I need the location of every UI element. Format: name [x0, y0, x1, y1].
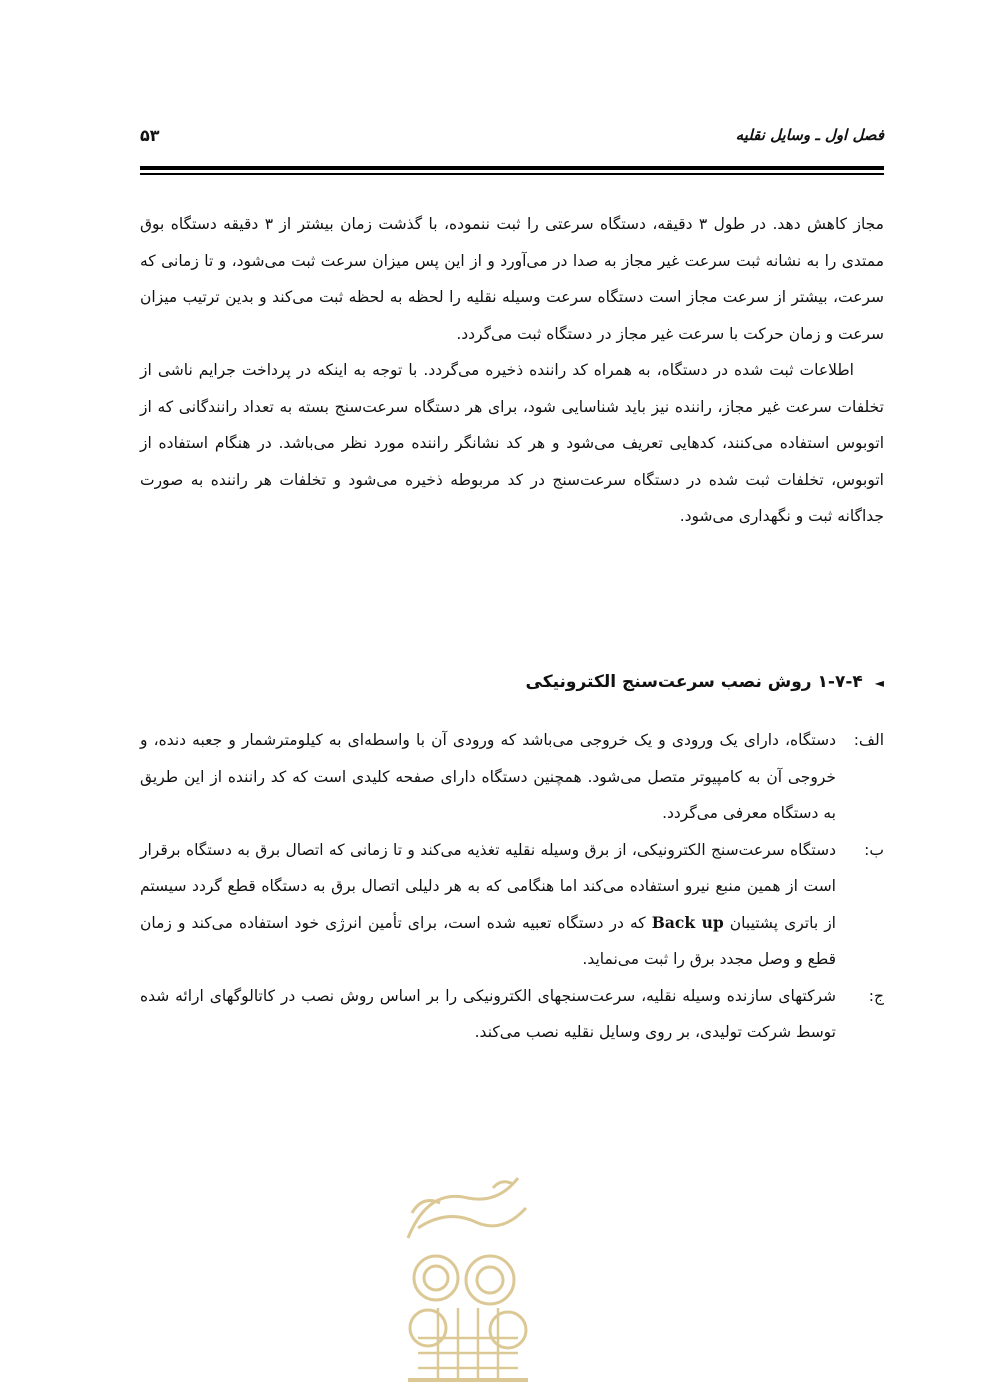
section-heading [526, 672, 885, 692]
paragraph: مجاز کاهش دهد. در طول ۳ دقیقه، دستگاه سرعتی را ثبت ننموده، با گذشت زمان بیشتر از ۳ دقیقه دستگاه بوق ممتدی را به نشانه ثبت سرعت غیر مجاز به صدا در می‌آورد و از این پس میزان سرعت ثبت می‌شود، و تا زمانی که سرعت، بیشتر از سرعت مجاز است دستگاه سرعت وسیله نقلیه را لحظه به لحظه ثبت می‌کند و بدین ترتیب میزان سرعت و زمان حرکت با سرعت غیر مجاز در دستگاه ثبت می‌گردد. [140, 215, 884, 343]
publisher-logo-watermark [398, 1168, 538, 1382]
list-item-text: دستگاه، دارای یک ورودی و یک خروجی می‌باشد که ورودی آن با واسطه‌ای به کیلومترشمار و جعبه دنده، و خروجی آن به کامپیوتر متصل می‌شود. همچنین دستگاه دارای صفحه کلیدی است که کد راننده از این طریق به دستگاه معرفی می‌گردد. [140, 731, 836, 822]
list-label: ج: [868, 986, 884, 1005]
list-label: ب: [864, 840, 884, 859]
section-title: ۱-۷-۴ روش نصب سرعت‌سنج الکترونیکی [525, 672, 863, 692]
header-rule-thin [140, 173, 884, 175]
list-item-text: شرکتهای سازنده وسیله نقلیه، سرعت‌سنجهای الکترونیکی را بر اساس روش نصب در کاتالوگهای ارائه شده توسط شرکت تولیدی، بر روی وسایل نقلیه نصب می‌کند. [140, 986, 836, 1041]
header-rule-thick [140, 166, 884, 170]
triangle-bullet-icon: ◄ [874, 676, 884, 690]
chapter-title: فصل اول ـ وسایل نقلیه [735, 126, 884, 144]
page-number: ۵۳ [140, 126, 160, 145]
installation-list [140, 722, 884, 1051]
list-item [140, 832, 884, 978]
publisher-logo-icon [398, 1168, 538, 1382]
list-item-text: که در دستگاه تعبیه شده است، برای تأمین انرژی خود استفاده می‌کند و زمان قطع و وصل مجدد برق را ثبت می‌نماید. [140, 913, 836, 968]
list-item [140, 722, 884, 832]
list-item [140, 978, 884, 1051]
body-text [140, 206, 884, 535]
list-label: الف: [853, 731, 884, 749]
page-header [140, 126, 884, 156]
backup-term: Back up [651, 912, 724, 932]
list-item-text: دستگاه سرعت‌سنج الکترونیکی، از برق وسیله نقلیه تغذیه می‌کند و تا زمانی که اتصال برق به دستگاه برقرار است از همین منبع نیرو استفاده می‌کند اما هنگامی که به هر دلیلی اتصال برق به دستگاه قطع گردد سیستم از باتری پشتیبان [140, 840, 836, 932]
paragraph: اطلاعات ثبت شده در دستگاه، به همراه کد راننده ذخیره می‌گردد. با توجه به اینکه در پرداخت جرایم ناشی از تخلفات سرعت غیر مجاز، راننده نیز باید شناسایی شود، برای هر دستگاه سرعت‌سنج بسته به تعداد رانندگانی که از اتوبوس استفاده می‌کنند، کدهایی تعریف می‌شود و هر کد نشانگر راننده مورد نظر می‌باشد. در هنگام استفاده از اتوبوس، تخلفات ثبت شده در دستگاه سرعت‌سنج در کد مربوطه ذخیره می‌شود و تخلفات هر راننده به صورت جداگانه ثبت و نگهداری می‌شود. [140, 361, 884, 525]
